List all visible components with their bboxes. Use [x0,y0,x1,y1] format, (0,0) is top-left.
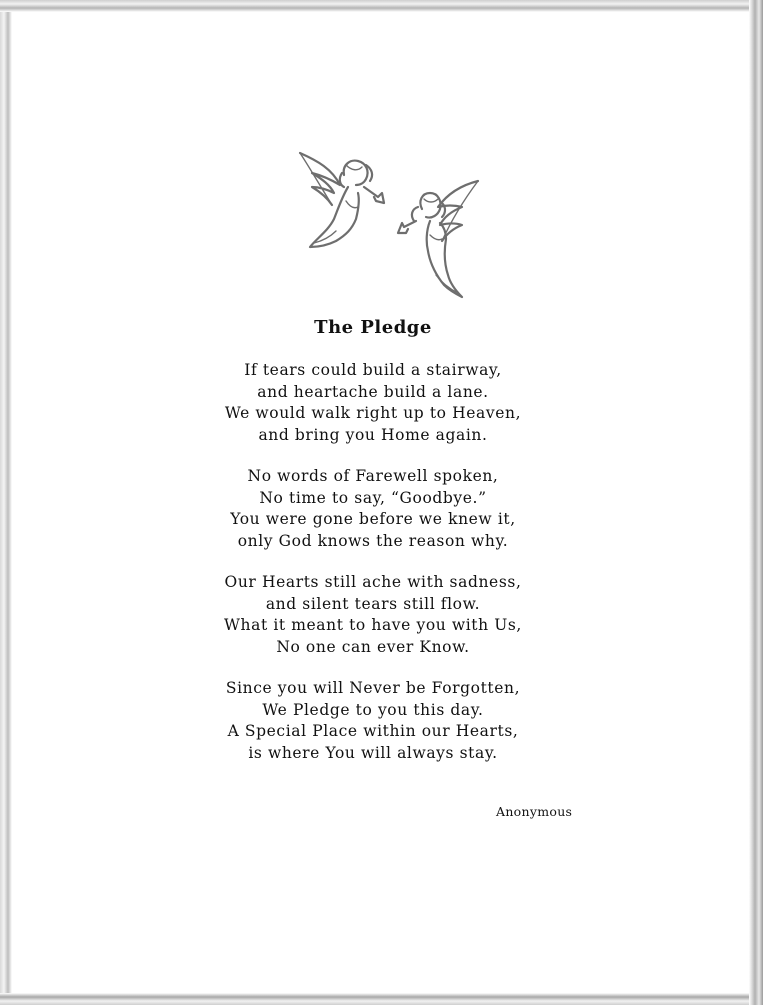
poem-line: No time to say, “Goodbye.” [259,488,487,507]
poem-line: Since you will Never be Forgotten, [225,679,521,697]
angels-with-trumpets-icon [286,135,482,300]
stanza-2 [0,466,746,552]
frame-bottom-edge [0,993,763,1005]
poem-line: We would walk right up to Heaven, [224,404,522,422]
poem-line: only God knows the reason why. [237,531,509,550]
poem-line: No words of Farewell spoken, [247,467,499,485]
stanza-3 [0,572,746,658]
poem-line: and bring you Home again. [258,425,488,444]
poem-line: We Pledge to you this day. [262,700,484,719]
poem-line: No one can ever Know. [276,637,470,656]
poem-line: A Special Place within our Hearts, [227,722,519,740]
stanza-4 [0,678,746,764]
poem-line: and silent tears still flow. [265,594,481,613]
poem [0,316,746,784]
frame-top-edge [0,0,763,12]
poem-line: What it meant to have you with Us, [224,616,522,634]
poem-line: Our Hearts still ache with sadness, [224,573,522,591]
poem-title: The Pledge [314,317,432,338]
frame-right-edge [749,0,763,1005]
poem-author: Anonymous [496,804,573,819]
right-angel-icon [398,181,478,297]
poem-line: If tears could build a stairway, [244,361,502,379]
stanza-1 [0,360,746,446]
poem-line: You were gone before we knew it, [230,510,516,528]
poem-line: and heartache build a lane. [257,382,489,401]
poem-line: is where You will always stay. [248,743,498,762]
left-angel-icon [300,153,384,247]
